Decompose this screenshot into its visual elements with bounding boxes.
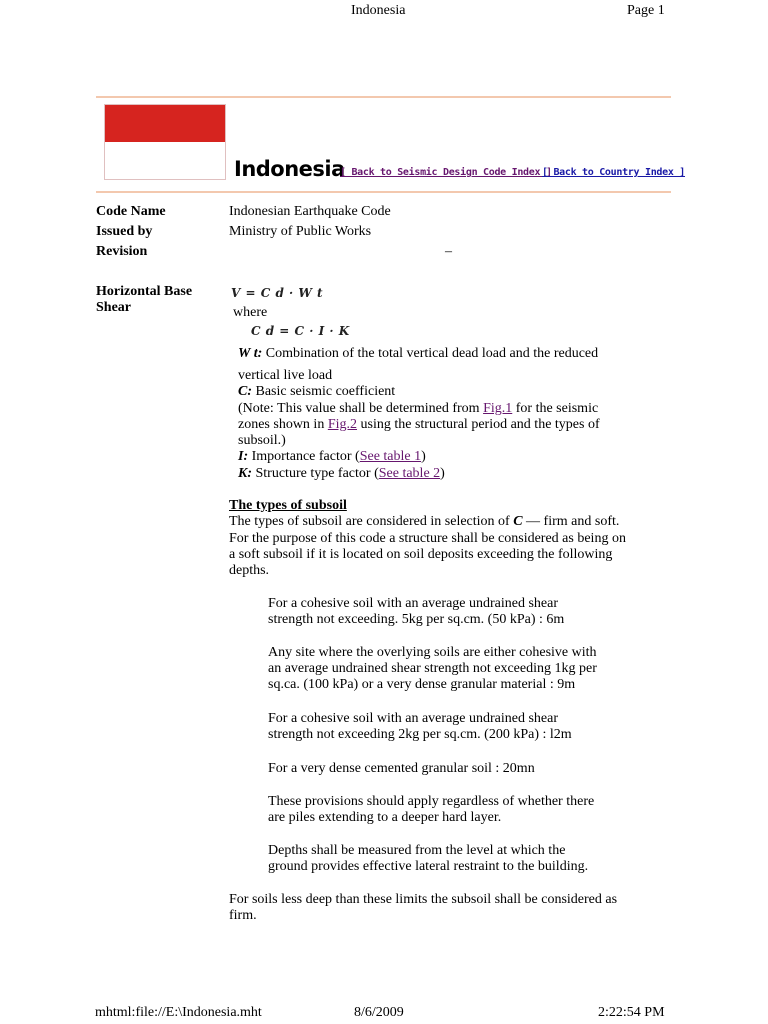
c-definition: C: Basic seismic coefficient bbox=[238, 384, 396, 399]
closing-note-2: firm. bbox=[229, 908, 257, 923]
depth-measure-note-1: Depths shall be measured from the level at which the bbox=[268, 843, 566, 858]
depth-cohesive-200kpa-1: For a cohesive soil with an average undrained shear bbox=[268, 711, 559, 726]
footer-date: 8/6/2009 bbox=[354, 1005, 404, 1020]
code-name-value: Indonesian Earthquake Code bbox=[229, 204, 391, 219]
i-definition: I: Importance factor (See table 1) bbox=[238, 449, 426, 464]
coefficient-formula: C d = C · I · K bbox=[251, 324, 350, 338]
closing-note-1: For soils less deep than these limits the subsoil shall be considered as bbox=[229, 892, 618, 907]
depth-overlying-1: Any site where the overlying soils are either cohesive with bbox=[268, 645, 597, 660]
subsoil-intro-3: a soft subsoil if it is located on soil deposits exceeding the following bbox=[229, 547, 613, 562]
back-to-country-index-link[interactable]: [ Back to Country Index ] bbox=[542, 167, 686, 178]
base-shear-label: Horizontal Base Shear bbox=[96, 284, 193, 315]
depth-cohesive-200kpa-2: strength not exceeding 2kg per sq.cm. (200 kPa) : l2m bbox=[268, 727, 572, 742]
subsoil-intro-1: The types of subsoil are considered in selection of C — firm and soft. bbox=[229, 514, 620, 529]
depth-cohesive-50kpa-2: strength not exceeding. 5kg per sq.cm. (50 kPa) : 6m bbox=[268, 612, 565, 627]
title-divider bbox=[96, 191, 671, 193]
depth-cemented-granular: For a very dense cemented granular soil : 20mn bbox=[268, 761, 535, 776]
print-header-title: Indonesia bbox=[351, 3, 406, 18]
wt-definition-cont: vertical live load bbox=[238, 368, 333, 383]
back-to-seismic-index-link[interactable]: [ Back to Seismic Design Code Index ] bbox=[340, 167, 552, 178]
table2-link[interactable]: See table 2 bbox=[378, 466, 441, 481]
fig2-link[interactable]: Fig.2 bbox=[327, 417, 358, 432]
k-definition: K: Structure type factor (See table 2) bbox=[238, 466, 445, 481]
depth-overlying-2: an average undrained shear strength not exceeding 1kg per bbox=[268, 661, 597, 676]
where-text: where bbox=[233, 305, 268, 320]
note-line-1: (Note: This value shall be determined from Fig.1 for the seismic bbox=[238, 401, 599, 416]
depth-cohesive-50kpa-1: For a cohesive soil with an average undrained shear bbox=[268, 596, 559, 611]
page-title: Indonesia bbox=[234, 157, 345, 181]
issued-by-value: Ministry of Public Works bbox=[229, 224, 372, 239]
issued-by-label: Issued by bbox=[96, 224, 153, 239]
subsoil-intro-4: depths. bbox=[229, 563, 270, 578]
code-name-label: Code Name bbox=[96, 204, 166, 219]
depth-overlying-3: sq.ca. (100 kPa) or a very dense granular material : 9m bbox=[268, 677, 576, 692]
provisions-note-1: These provisions should apply regardless of whether there bbox=[268, 794, 595, 809]
top-divider bbox=[96, 96, 671, 98]
base-shear-formula: V = C d · W t bbox=[231, 286, 324, 300]
subsoil-intro-2: For the purpose of this code a structure shall be considered as being on bbox=[229, 531, 626, 546]
subsoil-heading: The types of subsoil bbox=[229, 498, 347, 513]
wt-definition: W t: Combination of the total vertical dead load and the reduced bbox=[238, 346, 599, 361]
revision-label: Revision bbox=[96, 244, 148, 259]
revision-value: – bbox=[445, 244, 452, 259]
footer-time: 2:22:54 PM bbox=[598, 1005, 665, 1020]
indonesia-flag-image bbox=[104, 104, 226, 180]
table1-link[interactable]: See table 1 bbox=[359, 449, 422, 464]
note-line-2: zones shown in Fig.2 using the structural period and the types of bbox=[238, 417, 600, 432]
print-header-page: Page 1 bbox=[627, 3, 665, 18]
fig1-link[interactable]: Fig.1 bbox=[483, 401, 513, 416]
note-line-3: subsoil.) bbox=[238, 433, 286, 448]
provisions-note-2: are piles extending to a deeper hard layer. bbox=[268, 810, 502, 825]
depth-measure-note-2: ground provides effective lateral restraint to the building. bbox=[268, 859, 589, 874]
footer-path: mhtml:file://E:\Indonesia.mht bbox=[95, 1005, 262, 1020]
